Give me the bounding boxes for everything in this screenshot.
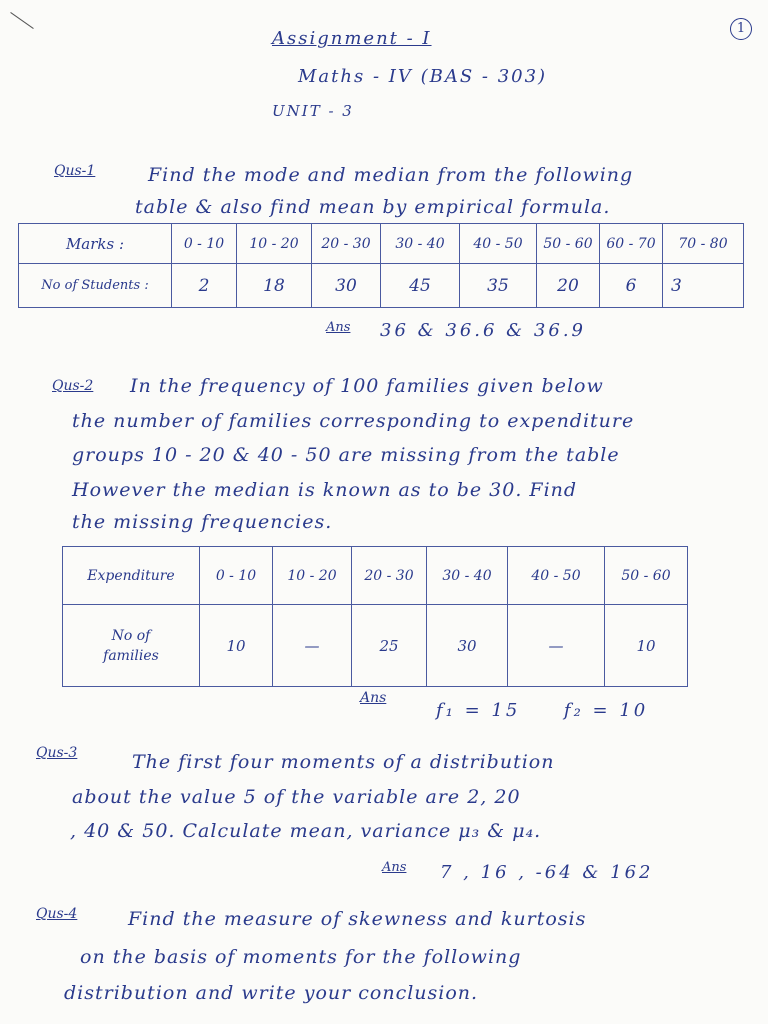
q2-range-cell: 40 - 50 bbox=[508, 547, 605, 605]
q1-ans-label: Ans bbox=[326, 320, 351, 335]
q1-count-cell: 35 bbox=[460, 264, 537, 308]
q2-value-cell: 10 bbox=[200, 605, 273, 687]
q3-label: Qus-3 bbox=[36, 745, 78, 761]
q2-range-cell: 10 - 20 bbox=[273, 547, 352, 605]
page-number: 1 bbox=[730, 18, 752, 40]
q3-ans-label: Ans bbox=[382, 860, 407, 875]
assignment-title: Assignment - I bbox=[272, 28, 432, 49]
q2-text-line4: However the median is known as to be 30. Find bbox=[72, 479, 578, 501]
unit-line: UNIT - 3 bbox=[272, 102, 354, 120]
q1-range-cell: 20 - 30 bbox=[312, 224, 381, 264]
q2-range-cell: 30 - 40 bbox=[427, 547, 508, 605]
q3-text-line1: The first four moments of a distribution bbox=[132, 751, 555, 773]
q1-count-cell: 2 bbox=[172, 264, 237, 308]
q2-value-cell: 25 bbox=[352, 605, 427, 687]
q3-text-line3: , 40 & 50. Calculate mean, variance μ₃ & μ₄. bbox=[70, 820, 542, 842]
q2-answer: f₁ = 15 f₂ = 10 bbox=[436, 700, 649, 721]
q4-text-line2: on the basis of moments for the following bbox=[80, 946, 522, 968]
q1-row-students bbox=[19, 264, 744, 308]
q1-count-cell: 18 bbox=[237, 264, 312, 308]
q2-value-cell: — bbox=[273, 605, 352, 687]
q2-families-header-line2: families bbox=[103, 647, 159, 664]
q1-text-line1: Find the mode and median from the following bbox=[148, 164, 634, 186]
q1-range-cell: 50 - 60 bbox=[537, 224, 600, 264]
q2-value-cell: 30 bbox=[427, 605, 508, 687]
q2-value-cell: — bbox=[508, 605, 605, 687]
q2-text-line2: the number of families corresponding to expenditure bbox=[72, 410, 635, 432]
q1-range-cell: 60 - 70 bbox=[600, 224, 663, 264]
q1-count-cell: 30 bbox=[312, 264, 381, 308]
q1-marks-header: Marks : bbox=[19, 224, 172, 264]
q1-count-cell: 20 bbox=[537, 264, 600, 308]
q3-answer: 7 , 16 , -64 & 162 bbox=[440, 862, 654, 883]
corner-pen-mark bbox=[10, 12, 34, 29]
q1-answer: 36 & 36.6 & 36.9 bbox=[380, 320, 586, 341]
q1-count-cell: 3 bbox=[663, 264, 744, 308]
q2-expenditure-header: Expenditure bbox=[63, 547, 200, 605]
q2-row-expenditure bbox=[63, 547, 688, 605]
q1-range-cell: 10 - 20 bbox=[237, 224, 312, 264]
q2-ans-label: Ans bbox=[360, 690, 387, 706]
q4-text-line1: Find the measure of skewness and kurtosis bbox=[128, 908, 587, 930]
q2-text-line3: groups 10 - 20 & 40 - 50 are missing from the table bbox=[72, 444, 620, 466]
q3-text-line2: about the value 5 of the variable are 2, 20 bbox=[72, 786, 521, 808]
q1-count-cell: 6 bbox=[600, 264, 663, 308]
q1-row-marks bbox=[19, 224, 744, 264]
q2-value-cell: 10 bbox=[605, 605, 688, 687]
q1-range-cell: 70 - 80 bbox=[663, 224, 744, 264]
q1-text-line2: table & also find mean by empirical formula. bbox=[135, 196, 611, 218]
q1-marks-table bbox=[18, 223, 744, 308]
q1-range-cell: 0 - 10 bbox=[172, 224, 237, 264]
q2-text-line1: In the frequency of 100 families given below bbox=[130, 375, 604, 397]
q2-label: Qus-2 bbox=[52, 378, 94, 394]
q2-range-cell: 20 - 30 bbox=[352, 547, 427, 605]
q2-families-header-line1: No of bbox=[111, 627, 151, 644]
q4-text-line3: distribution and write your conclusion. bbox=[64, 982, 479, 1004]
q2-range-cell: 50 - 60 bbox=[605, 547, 688, 605]
q4-label: Qus-4 bbox=[36, 906, 78, 922]
q2-expenditure-table bbox=[62, 546, 688, 687]
q1-range-cell: 40 - 50 bbox=[460, 224, 537, 264]
q1-count-cell: 45 bbox=[381, 264, 460, 308]
subject-line: Maths - IV (BAS - 303) bbox=[298, 66, 548, 87]
q2-row-families bbox=[63, 605, 688, 687]
q1-range-cell: 30 - 40 bbox=[381, 224, 460, 264]
q2-range-cell: 0 - 10 bbox=[200, 547, 273, 605]
q1-students-header: No of Students : bbox=[19, 264, 172, 308]
q2-text-line5: the missing frequencies. bbox=[72, 511, 333, 533]
q2-families-header bbox=[63, 605, 200, 687]
q1-label: Qus-1 bbox=[54, 163, 96, 179]
